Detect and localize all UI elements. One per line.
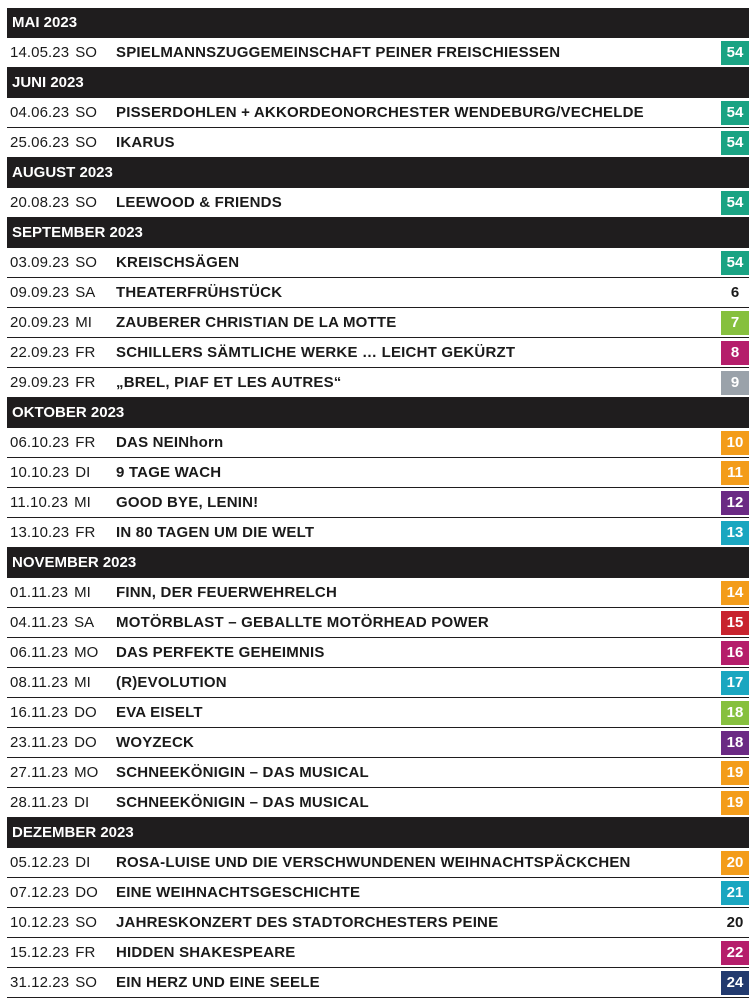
event-page-badge: 16 <box>721 641 749 665</box>
event-date: 07.12.23 <box>10 884 70 901</box>
event-date: 04.06.23 <box>10 104 70 121</box>
event-row[interactable] <box>7 638 749 668</box>
event-page-badge: 19 <box>721 791 749 815</box>
event-date-day <box>10 188 97 218</box>
event-weekday: MI <box>74 674 91 691</box>
event-date: 03.09.23 <box>10 254 70 271</box>
event-page-badge: 54 <box>721 191 749 215</box>
event-row[interactable] <box>7 428 749 458</box>
event-row[interactable] <box>7 758 749 788</box>
event-date-day <box>10 788 89 818</box>
event-row[interactable] <box>7 338 749 368</box>
event-row[interactable] <box>7 938 749 968</box>
event-date-day <box>10 278 95 308</box>
event-title[interactable]: EVA EISELT <box>116 704 203 721</box>
event-row[interactable] <box>7 848 749 878</box>
event-date-day <box>10 98 97 128</box>
event-date-day <box>10 248 97 278</box>
event-row[interactable] <box>7 728 749 758</box>
event-page-badge: 8 <box>721 341 749 365</box>
event-date: 15.12.23 <box>10 944 70 961</box>
event-title[interactable]: 9 TAGE WACH <box>116 464 222 481</box>
event-row[interactable] <box>7 908 749 938</box>
event-date: 06.10.23 <box>10 434 70 451</box>
event-weekday: SO <box>75 104 98 121</box>
event-weekday: SO <box>75 134 98 151</box>
event-row[interactable] <box>7 248 749 278</box>
event-weekday: FR <box>75 524 96 541</box>
event-date: 16.11.23 <box>10 704 69 721</box>
event-page-badge: 15 <box>721 611 749 635</box>
event-row[interactable] <box>7 278 749 308</box>
event-weekday: FR <box>75 434 96 451</box>
event-title[interactable]: SCHNEEKÖNIGIN – DAS MUSICAL <box>116 794 369 811</box>
event-title[interactable]: DAS NEINhorn <box>116 434 224 451</box>
event-title[interactable]: SCHILLERS SÄMTLICHE WERKE … LEICHT GEKÜRZT <box>116 344 516 361</box>
event-date: 10.12.23 <box>10 914 70 931</box>
event-row[interactable] <box>7 488 749 518</box>
event-title[interactable]: ZAUBERER CHRISTIAN DE LA MOTTE <box>116 314 397 331</box>
event-page-badge: 13 <box>721 521 749 545</box>
event-page-badge: 24 <box>721 971 749 995</box>
event-title[interactable]: THEATERFRÜHSTÜCK <box>116 284 283 301</box>
event-row[interactable] <box>7 128 749 158</box>
event-weekday: SO <box>75 914 98 931</box>
month-header: OKTOBER 2023 <box>7 398 749 428</box>
event-weekday: DI <box>75 464 91 481</box>
event-date-day <box>10 608 94 638</box>
event-row[interactable] <box>7 878 749 908</box>
event-date-day <box>10 968 97 998</box>
event-weekday: MI <box>74 494 91 511</box>
event-page-badge: 19 <box>721 761 749 785</box>
event-title[interactable]: EIN HERZ UND EINE SEELE <box>116 974 320 991</box>
event-weekday: MO <box>74 764 99 781</box>
event-page-badge: 10 <box>721 431 749 455</box>
event-date-day <box>10 908 97 938</box>
event-weekday: SO <box>75 194 98 211</box>
month-header: DEZEMBER 2023 <box>7 818 749 848</box>
event-page-badge: 20 <box>721 851 749 875</box>
event-page-badge: 54 <box>721 41 749 65</box>
event-title[interactable]: EINE WEIHNACHTSGESCHICHTE <box>116 884 361 901</box>
event-date-day <box>10 848 90 878</box>
month-header: SEPTEMBER 2023 <box>7 218 749 248</box>
event-row[interactable] <box>7 788 749 818</box>
event-date: 22.09.23 <box>10 344 70 361</box>
event-date-day <box>10 488 91 518</box>
event-row[interactable] <box>7 368 749 398</box>
event-date: 04.11.23 <box>10 614 69 631</box>
event-weekday: SO <box>75 254 98 271</box>
event-date: 06.11.23 <box>10 644 69 661</box>
event-page-badge: 11 <box>721 461 749 485</box>
event-title[interactable]: SCHNEEKÖNIGIN – DAS MUSICAL <box>116 764 369 781</box>
event-page-badge: 6 <box>730 284 740 301</box>
event-page-badge: 20 <box>726 914 744 931</box>
event-page-badge: 17 <box>721 671 749 695</box>
month-block <box>7 818 749 998</box>
event-page-badge: 54 <box>721 101 749 125</box>
event-title[interactable]: ROSA-LUISE UND DIE VERSCHWUNDENEN WEIHNACHTSPÄCKCHEN <box>116 854 631 871</box>
event-date-day <box>10 668 91 698</box>
event-title[interactable]: JAHRESKONZERT DES STADTORCHESTERS PEINE <box>116 914 499 931</box>
event-date: 10.10.23 <box>10 464 70 481</box>
event-title[interactable]: WOYZECK <box>116 734 195 751</box>
event-weekday: MI <box>74 584 91 601</box>
event-row[interactable] <box>7 698 749 728</box>
event-date-day <box>10 758 98 788</box>
event-row[interactable] <box>7 518 749 548</box>
event-row[interactable] <box>7 98 749 128</box>
event-page-badge: 54 <box>721 131 749 155</box>
event-date: 31.12.23 <box>10 974 70 991</box>
event-date: 14.05.23 <box>10 44 70 61</box>
event-date-day <box>10 368 95 398</box>
event-date: 29.09.23 <box>10 374 70 391</box>
event-date: 25.06.23 <box>10 134 70 151</box>
event-date-day <box>10 38 97 68</box>
event-schedule <box>7 8 749 998</box>
month-block <box>7 548 749 818</box>
event-page-badge: 18 <box>721 731 749 755</box>
event-date: 01.11.23 <box>10 584 69 601</box>
event-weekday: DO <box>74 734 97 751</box>
month-block <box>7 398 749 548</box>
event-title[interactable]: KREISCHSÄGEN <box>116 254 240 271</box>
event-row[interactable] <box>7 968 749 998</box>
event-weekday: DI <box>75 854 91 871</box>
event-page-badge: 54 <box>721 251 749 275</box>
event-date: 09.09.23 <box>10 284 70 301</box>
event-weekday: SA <box>75 284 96 301</box>
event-date: 05.12.23 <box>10 854 70 871</box>
event-weekday: DO <box>74 704 97 721</box>
event-row[interactable] <box>7 608 749 638</box>
event-title[interactable]: MOTÖRBLAST – GEBALLTE MOTÖRHEAD POWER <box>116 614 489 631</box>
event-row[interactable] <box>7 458 749 488</box>
month-header: NOVEMBER 2023 <box>7 548 749 578</box>
event-title[interactable]: „BREL, PIAF ET LES AUTRES“ <box>116 374 342 391</box>
event-date: 20.08.23 <box>10 194 70 211</box>
event-date-day <box>10 518 95 548</box>
month-block <box>7 158 749 218</box>
event-title[interactable]: PISSERDOHLEN + AKKORDEONORCHESTER WENDEBURG/VECHELDE <box>116 104 644 121</box>
event-date-day <box>10 578 91 608</box>
event-date-day <box>10 428 95 458</box>
event-page-badge: 7 <box>721 311 749 335</box>
event-page-badge: 21 <box>721 881 749 905</box>
event-weekday: DI <box>74 794 90 811</box>
month-header: JUNI 2023 <box>7 68 749 98</box>
event-title[interactable]: GOOD BYE, LENIN! <box>116 494 259 511</box>
event-page-badge: 12 <box>721 491 749 515</box>
event-title[interactable]: (R)EVOLUTION <box>116 674 227 691</box>
event-weekday: MO <box>74 644 99 661</box>
event-date: 23.11.23 <box>10 734 69 751</box>
event-date-day <box>10 728 97 758</box>
event-row[interactable] <box>7 578 749 608</box>
event-title[interactable]: DAS PERFEKTE GEHEIMNIS <box>116 644 325 661</box>
event-date-day <box>10 458 90 488</box>
event-date: 13.10.23 <box>10 524 70 541</box>
event-date-day <box>10 638 98 668</box>
event-page-badge: 18 <box>721 701 749 725</box>
event-date-day <box>10 938 95 968</box>
event-date: 08.11.23 <box>10 674 69 691</box>
event-page-badge: 9 <box>721 371 749 395</box>
month-header: MAI 2023 <box>7 8 749 38</box>
event-title[interactable]: FINN, DER FEUERWEHRELCH <box>116 584 337 601</box>
event-title[interactable]: LEEWOOD & FRIENDS <box>116 194 282 211</box>
event-page-badge: 22 <box>721 941 749 965</box>
event-row[interactable] <box>7 188 749 218</box>
month-block <box>7 68 749 158</box>
event-date: 11.10.23 <box>10 494 69 511</box>
event-weekday: FR <box>75 374 96 391</box>
event-title[interactable]: IKARUS <box>116 134 175 151</box>
event-date-day <box>10 128 97 158</box>
month-block <box>7 218 749 398</box>
month-header: AUGUST 2023 <box>7 158 749 188</box>
event-weekday: FR <box>75 344 96 361</box>
event-weekday: SA <box>74 614 95 631</box>
event-page-badge: 14 <box>721 581 749 605</box>
event-weekday: SO <box>75 44 98 61</box>
event-date: 20.09.23 <box>10 314 70 331</box>
event-date-day <box>10 338 95 368</box>
event-date-day <box>10 698 97 728</box>
event-title[interactable]: SPIELMANNSZUGGEMEINSCHAFT PEINER FREISCHIESSEN <box>116 44 561 61</box>
event-weekday: FR <box>75 944 96 961</box>
month-block <box>7 8 749 68</box>
event-date-day <box>10 878 98 908</box>
event-weekday: SO <box>75 974 98 991</box>
event-title[interactable]: IN 80 TAGEN UM DIE WELT <box>116 524 315 541</box>
event-title[interactable]: HIDDEN SHAKESPEARE <box>116 944 296 961</box>
event-date: 27.11.23 <box>10 764 69 781</box>
event-weekday: DO <box>75 884 98 901</box>
event-row[interactable] <box>7 668 749 698</box>
event-weekday: MI <box>75 314 93 331</box>
event-row[interactable] <box>7 38 749 68</box>
event-date: 28.11.23 <box>10 794 69 811</box>
event-date-day <box>10 308 92 338</box>
event-row[interactable] <box>7 308 749 338</box>
